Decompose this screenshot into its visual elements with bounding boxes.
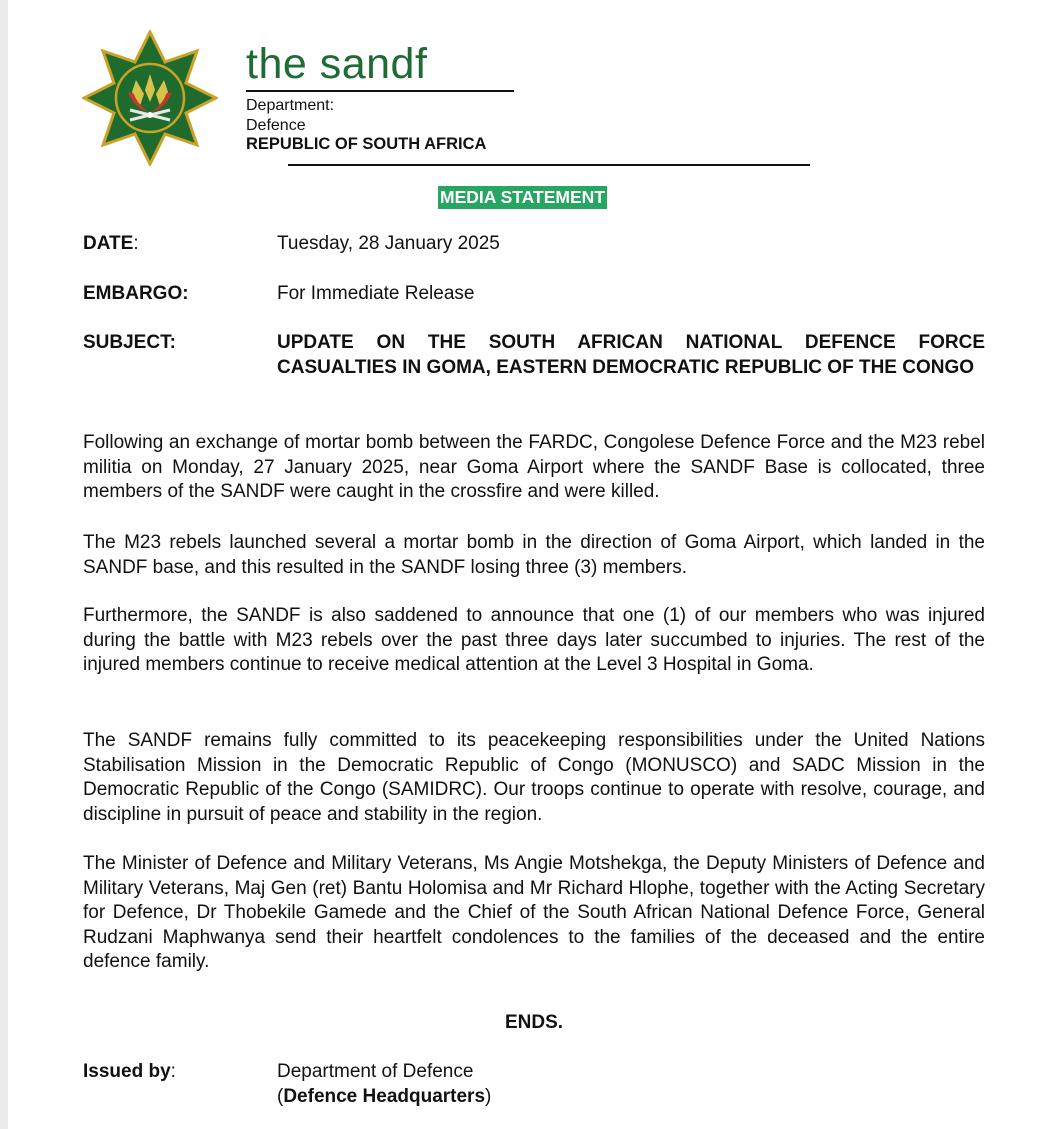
- header-divider: [288, 164, 810, 166]
- country-name: REPUBLIC OF SOUTH AFRICA: [246, 135, 487, 153]
- ends-marker: ENDS.: [504, 1012, 564, 1033]
- issued-by-label: [83, 1060, 176, 1084]
- brand-title: the sandf: [246, 40, 428, 88]
- date-label: [83, 232, 139, 256]
- issued-by-colon: :: [170, 1061, 176, 1082]
- date-label-colon: :: [133, 233, 139, 254]
- embargo-value: For Immediate Release: [277, 283, 475, 304]
- department-name: Defence: [246, 117, 306, 134]
- body-paragraph: Furthermore, the SANDF is also saddened to announce that one (1) of our members who was injured during the battle with M23 rebels over the past three days later succumbed to injuries. The rest of the injured members continue to receive medical attention at the Level 3 Hospital in Goma.: [83, 605, 985, 675]
- media-statement-badge: MEDIA STATEMENT: [440, 187, 605, 207]
- issuer-unit: [277, 1085, 491, 1109]
- issuer-close-paren: ): [485, 1086, 492, 1107]
- embargo-label: EMBARGO:: [83, 283, 189, 304]
- body-paragraph: Following an exchange of mortar bomb between the FARDC, Congolese Defence Force and the M23 rebel militia on Monday, 27 January 2025, near Goma Airport where the SANDF Base is collocated, three members of the SANDF were caught in the crossfire and were killed.: [83, 432, 985, 502]
- date-value: Tuesday, 28 January 2025: [277, 233, 500, 254]
- date-label-text: DATE: [83, 233, 134, 254]
- page-edge-shadow: [0, 0, 8, 1129]
- body-paragraph: The SANDF remains fully committed to its peacekeeping responsibilities under the United Nations Stabilisation Mission in the Democratic Republic of Congo (MONUSCO) and SADC Mission in the Democratic Republic of the Congo (SAMIDRC). Our troops continue to operate with resolve, courage, and discipline in pursuit of peace and stability in the region.: [83, 730, 985, 825]
- issuer-name: Department of Defence: [277, 1061, 474, 1082]
- sandf-emblem-icon: [82, 30, 218, 166]
- body-paragraph: The Minister of Defence and Military Veterans, Ms Angie Motshekga, the Deputy Ministers of Defence and Military Veterans, Maj Gen (ret) Bantu Holomisa and Mr Richard Hlophe, together with the Acting Secretary for Defence, Dr Thobekile Gamede and the Chief of the South African National Defence Force, General Rudzani Maphwanya send their heartfelt condolences to the families of the deceased and the entire defence family.: [83, 853, 985, 972]
- issuer-open-paren: (: [277, 1086, 284, 1107]
- issuer-unit-name: Defence Headquarters: [283, 1086, 486, 1107]
- subject-label: SUBJECT:: [83, 332, 176, 353]
- issued-by-text: Issued by: [83, 1061, 171, 1082]
- body-paragraph: The M23 rebels launched several a mortar bomb in the direction of Goma Airport, which landed in the SANDF base, and this resulted in the SANDF losing three (3) members.: [83, 532, 985, 578]
- subject-value: UPDATE ON THE SOUTH AFRICAN NATIONAL DEFENCE FORCE CASUALTIES IN GOMA, EASTERN DEMOCRATIC REPUBLIC OF THE CONGO: [277, 332, 985, 378]
- department-label: Department:: [246, 97, 335, 114]
- brand-underline: [246, 90, 514, 92]
